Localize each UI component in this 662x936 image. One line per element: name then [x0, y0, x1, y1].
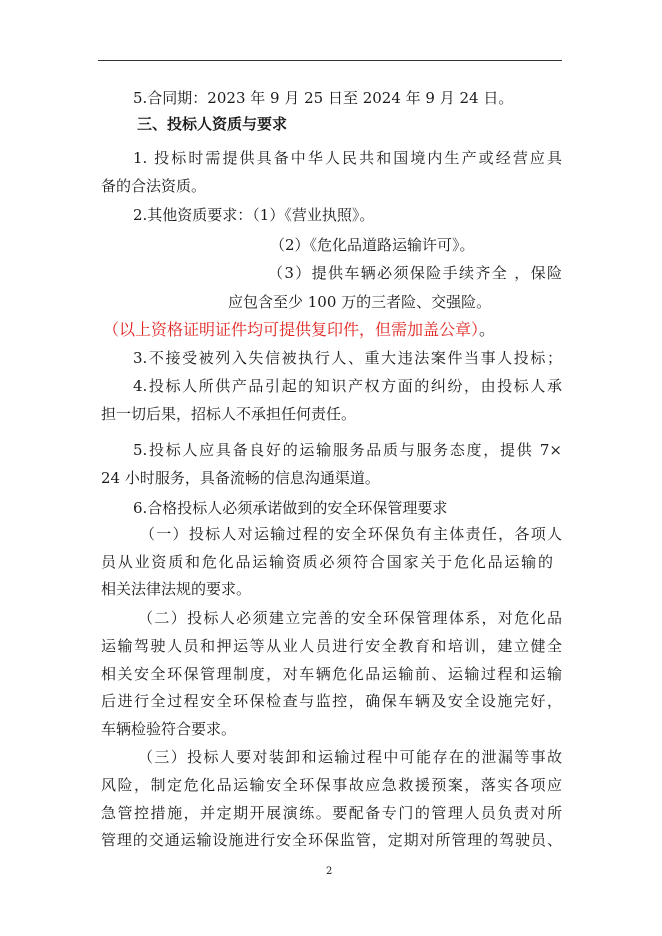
- paragraph-line: （3）提供车辆必须保险手续齐全 ，保险: [268, 264, 562, 282]
- note-period: 。: [479, 320, 496, 339]
- paragraph-line: （二）投标人必须建立完善的安全环保管理体系，对危化品: [138, 609, 562, 627]
- paragraph-line: 急管控措施，并定期开展演练。要配备专门的管理人员负责对所: [101, 804, 562, 822]
- paragraph-line: 员从业资质和危化品运输资质必须符合国家关于危化品运输的: [101, 553, 553, 571]
- paragraph-line: （三）投标人要对装卸和运输过程中可能存在的泄漏等事故: [138, 748, 562, 766]
- paragraph-line: 后进行全过程安全环保检查与监控，确保车辆及安全设施完好，: [101, 692, 562, 710]
- paragraph-line: 相关安全环保管理制度，对车辆危化品运输前、运输过程和运输: [101, 665, 562, 683]
- paragraph-line: 应包含至少 100 万的三者险、交强险。: [228, 293, 492, 311]
- section-heading: 三、投标人资质与要求: [137, 115, 288, 133]
- paragraph-line: 2.其他资质要求：（1）《营业执照》。: [133, 206, 375, 224]
- header-rule: [98, 60, 562, 61]
- paragraph-line: 担一切后果，招标人不承担任何责任。: [101, 405, 357, 423]
- paragraph-line: 3.不接受被列入失信被执行人、重大违法案件当事人投标；: [133, 349, 562, 367]
- highlighted-note: （以上资格证明证件均可提供复印件，但需加盖公章）: [103, 320, 480, 339]
- paragraph-line: 车辆检验符合要求。: [101, 720, 237, 738]
- paragraph-line: 1. 投标时需提供具备中华人民共和国境内生产或经营应具: [133, 149, 562, 167]
- paragraph-line: 相关法律法规的要求。: [101, 580, 252, 598]
- paragraph-line: 24 小时服务，具备流畅的信息沟通渠道。: [101, 469, 380, 487]
- paragraph-line: 6.合格投标人必须承诺做到的安全环保管理要求: [133, 499, 448, 517]
- page-number: 2: [326, 866, 333, 877]
- contract-period: 5.合同期：2023 年 9 月 25 日至 2024 年 9 月 24 日。: [133, 89, 514, 107]
- paragraph-line: （一）投标人对运输过程的安全环保负有主体责任，各项人: [140, 525, 562, 543]
- paragraph-line: 4.投标人所供产品引起的知识产权方面的纠纷，由投标人承: [133, 377, 562, 395]
- note-line: [103, 320, 495, 340]
- paragraph-line: 备的合法资质。: [101, 177, 207, 195]
- paragraph-line: 运输驾驶人员和押运等从业人员进行安全教育和培训，建立健全: [101, 637, 562, 655]
- paragraph-line: 管理的交通运输设施进行安全环保监管，定期对所管理的驾驶员、: [101, 831, 562, 849]
- paragraph-line: 5.投标人应具备良好的运输服务品质与服务态度，提供 7×: [133, 441, 562, 459]
- paragraph-line: （2）《危化品道路运输许可》。: [270, 236, 475, 254]
- paragraph-line: 风险，制定危化品运输安全环保事故应急救援预案，落实各项应: [101, 776, 562, 794]
